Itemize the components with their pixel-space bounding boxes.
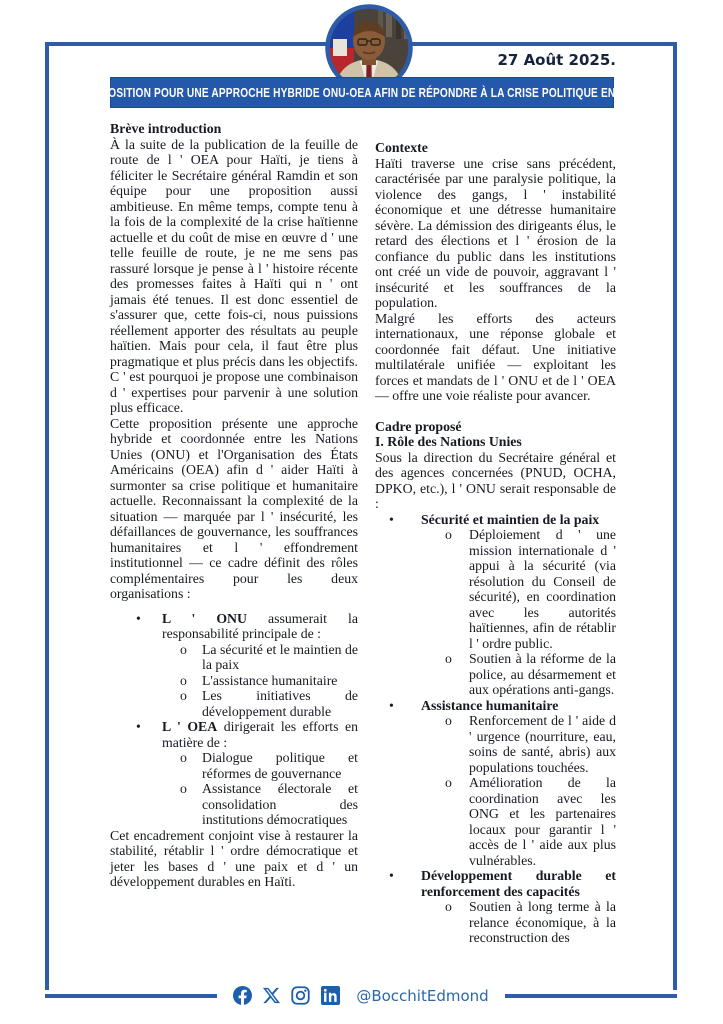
sub-bullet: [375, 899, 616, 946]
sub-bullet-text: Soutien à long terme à la relance économique, à la reconstruction des: [469, 899, 616, 945]
bullet-onu-rest: assumerait la responsabilité principale de :: [162, 610, 358, 641]
social-handle[interactable]: @BocchitEdmond: [356, 986, 489, 1005]
sub-bullet-marker: o: [180, 688, 187, 703]
document-date: 27 Août 2025.: [497, 51, 616, 69]
sub-bullet-text: L'assistance humanitaire: [202, 672, 338, 688]
document-title: PROPOSITION POUR UNE APPROCHE HYBRIDE ONU-OEA AFIN DE RÉPONDRE À LA CRISE POLITIQUE EN HAÏTI: [78, 85, 646, 100]
footer-rule-right: [505, 994, 677, 998]
bullet-development: [375, 868, 616, 899]
context-paragraph-2: Malgré les efforts des acteurs internationaux, une réponse globale et coordonnée fait défaut. Une initiative multilatérale unifiée — exploitant les forces et mandats de l ' ONU et de l ' OEA — offre une voie réaliste pour avancer.: [375, 310, 616, 403]
sub-bullet: [375, 775, 616, 868]
footer: [45, 986, 677, 1005]
bullet-oea: [110, 719, 358, 750]
sub-bullet-marker: o: [180, 781, 187, 796]
right-column: [375, 121, 616, 946]
x-twitter-link[interactable]: [263, 987, 280, 1004]
bullet-marker: •: [389, 511, 394, 527]
bullet-humanitarian-lead: Assistance humanitaire: [421, 697, 559, 713]
sub-bullet-text: Les initiatives de développement durable: [202, 688, 358, 719]
bullet-marker: •: [389, 697, 394, 713]
sub-bullet: [110, 642, 358, 673]
sub-bullet-text: Amélioration de la coordination avec les ONG et les partenaires locaux pour garantir l ' accès de l ' aide aux plus vulnérables.: [469, 775, 616, 868]
sub-bullet-marker: o: [445, 651, 452, 666]
sub-bullet-marker: o: [445, 713, 452, 728]
bullet-marker: •: [136, 610, 141, 626]
sub-bullet-marker: o: [180, 641, 187, 657]
bullet-marker: •: [389, 868, 394, 883]
sub-bullet-marker: o: [445, 775, 452, 790]
x-twitter-icon[interactable]: [263, 987, 280, 1004]
bullet-development-lead: Développement durable et renforcement des capacités: [421, 868, 616, 899]
bullet-oea-rest: dirigerait les efforts en matière de :: [162, 719, 358, 750]
sub-bullet: [375, 527, 616, 651]
context-heading: Contexte: [375, 140, 428, 155]
bullet-onu: [110, 611, 358, 642]
bullet-humanitarian: [375, 698, 616, 714]
sub-bullet-marker: o: [180, 750, 187, 765]
context-paragraph-1: Haïti traverse une crise sans précédent, caractérisée par une paralysie politique, la violence des gangs, l ' instabilité économique et une détresse humanitaire sévère. La démission des dirigeants élus, le retard des élections et l ' érosion de la confiance du public dans les institutions ont créé un vide de pouvoir, aggravant l ' insécurité et les souffrances de la population.: [375, 155, 616, 310]
sub-bullet-text: La sécurité et le maintien de la paix: [202, 641, 358, 672]
sub-bullet-text: Soutien à la réforme de la police, au désarmement et aux opérations anti-gangs.: [469, 651, 616, 697]
bullet-onu-lead: L ' ONU: [162, 610, 247, 626]
social-icons: [233, 986, 340, 1005]
document-title-banner: [78, 77, 646, 108]
facebook-link[interactable]: [233, 986, 252, 1005]
sub-bullet: [110, 781, 358, 828]
bullet-marker: •: [136, 719, 141, 734]
sub-bullet-text: Assistance électorale et consolidation des institutions démocratiques: [202, 781, 358, 827]
sub-bullet-marker: o: [445, 527, 452, 542]
intro-paragraph-1: À la suite de la publication de la feuille de route de l ' OEA pour Haïti, je tiens à féliciter le Secrétaire général Ramdin et son équipe pour une proposition aussi ambitieuse. En même temps, compte tenu à la fois de la complexité de la crise haïtienne actuelle et du coût de mise en œuvre d ' une telle feuille de route, je ne me sens pas rassuré lorsque je pense à l ' histoire récente des promesses faites à Haïti qui n ' ont jamais été tenues. Il est donc essentiel de s'assurer que, cette fois-ci, nous puissions réellement apporter des résultats au peuple haïtien. Mais pour cela, il faut être plus pragmatique et plus précis dans les objectifs. C ' est pourquoi je propose une combinaison d ' expertises pour parvenir à une solution plus efficace.: [110, 136, 358, 415]
un-role-intro: Sous la direction du Secrétaire général et des agences concernées (PNUD, OCHA, DPKO, etc.), l ' ONU serait responsable de :: [375, 449, 616, 511]
footer-rule-left: [45, 994, 217, 998]
sub-bullet: [375, 713, 616, 775]
facebook-icon[interactable]: [233, 986, 252, 1005]
sub-bullet: [110, 688, 358, 719]
document-body: [110, 121, 616, 946]
linkedin-link[interactable]: [321, 986, 340, 1005]
intro-heading: Brève introduction: [110, 121, 222, 136]
sub-bullet-marker: o: [180, 672, 187, 688]
sub-bullet-text: Déploiement d ' une mission internationale d ' appui à la sécurité (via résolution du Conseil de sécurité), en coordination avec les autorités haïtiennes, afin de rétablir l ' ordre public.: [469, 527, 616, 651]
left-column: [110, 121, 358, 946]
un-role-heading: I. Rôle des Nations Unies: [375, 434, 522, 449]
bullet-oea-lead: L ' OEA: [162, 719, 218, 734]
intro-paragraph-2: Cette proposition présente une approche hybride et coordonnée entre les Nations Unies (ONU) et l'Organisation des États Américains (OEA) afin d ' aider Haïti à surmonter sa crise politique et humanitaire actuelle. Reconnaissant la complexité de la situation — marquée par l ' insécurité, les défaillances de gouvernance, les souffrances humanitaires et l ' effondrement institutionnel — ce cadre définit des rôles complémentaires pour les deux organisations :: [110, 415, 358, 601]
closing-paragraph: Cet encadrement conjoint vise à restaurer la stabilité, rétablir l ' ordre démocratique et jeter les bases d ' une paix et d ' un développement durables en Haïti.: [110, 827, 358, 889]
sub-bullet-text: Dialogue politique et réformes de gouvernance: [202, 750, 358, 781]
sub-bullet-text: Renforcement de l ' aide d ' urgence (nourriture, eau, soins de santé, abris) aux populations touchées.: [469, 713, 616, 775]
sub-bullet: [110, 750, 358, 781]
sub-bullet: [375, 651, 616, 698]
sub-bullet: [110, 673, 358, 689]
bullet-security-lead: Sécurité et maintien de la paix: [421, 511, 600, 527]
linkedin-icon[interactable]: [321, 986, 340, 1005]
instagram-link[interactable]: [291, 986, 310, 1005]
framework-heading: Cadre proposé: [375, 418, 462, 434]
instagram-icon[interactable]: [291, 986, 310, 1005]
bullet-security: [375, 512, 616, 528]
sub-bullet-marker: o: [445, 899, 452, 914]
